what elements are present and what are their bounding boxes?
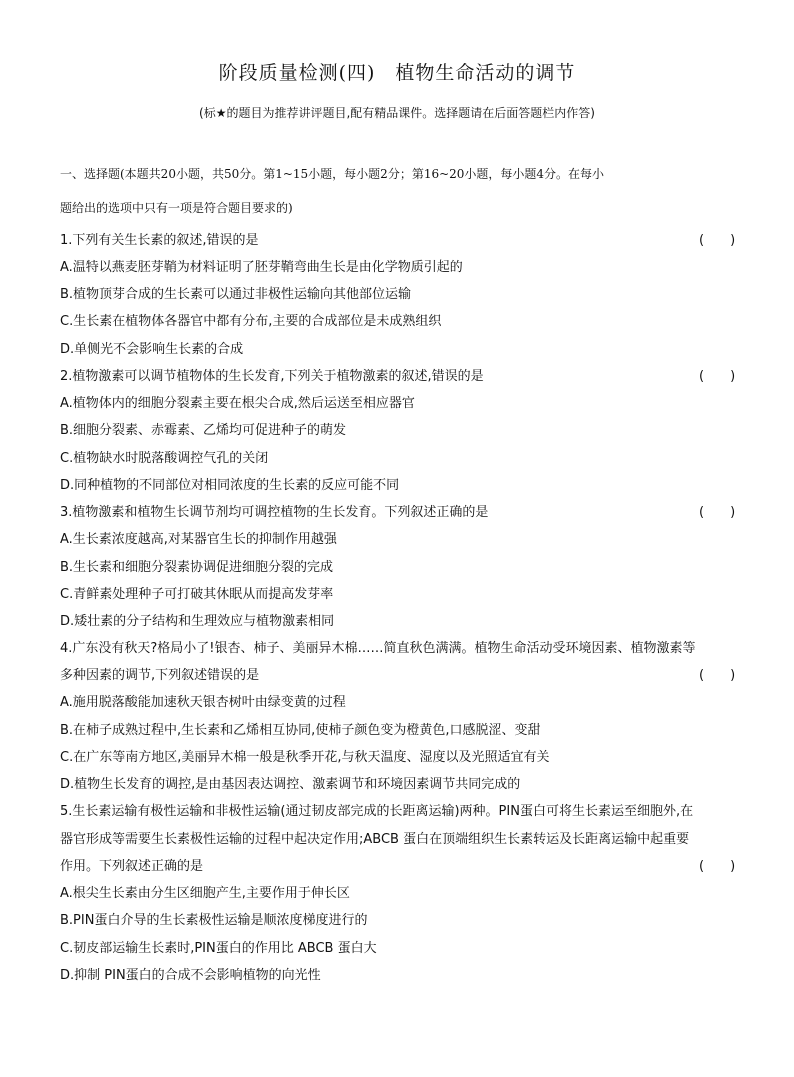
q2-option-c: C.植物缺水时脱落酸调控气孔的关闭	[60, 451, 269, 466]
page-subtitle: (标★的题目为推荐讲评题目,配有精品课件。选择题请在后面答题栏内作答)	[199, 106, 595, 120]
q1-option-a: A.温特以燕麦胚芽鞘为材料证明了胚芽鞘弯曲生长是由化学物质引起的	[60, 260, 463, 275]
q2-option-b: B.细胞分裂素、赤霉素、乙烯均可促进种子的萌发	[60, 423, 347, 438]
q1-stem: 1.下列有关生长素的叙述,错误的是	[60, 233, 259, 248]
q2-option-d: D.同种植物的不同部位对相同浓度的生长素的反应可能不同	[60, 478, 400, 493]
q4-option-b: B.在柿子成熟过程中,生长素和乙烯相互协同,使柿子颜色变为橙黄色,口感脱涩、变甜	[60, 723, 541, 738]
q4-stem-line-2: 多种因素的调节,下列叙述错误的是	[60, 668, 260, 683]
q3-stem: 3.植物激素和植物生长调节剂均可调控植物的生长发育。下列叙述正确的是	[60, 505, 489, 520]
page-title: 阶段质量检测(四) 植物生命活动的调节	[218, 62, 576, 84]
q5-stem-line-1: 5.生长素运输有极性运输和非极性运输(通过韧皮部完成的长距离运输)两种。PIN蛋白可将生长素运至细胞外,在	[60, 804, 694, 819]
q5-option-d: D.抑制 PIN蛋白的合成不会影响植物的向光性	[60, 968, 321, 983]
q5-option-c: C.韧皮部运输生长素时,PIN蛋白的作用比 ABCB 蛋白大	[60, 941, 377, 956]
q1-option-c: C.生长素在植物体各器官中都有分布,主要的合成部位是未成熟组织	[60, 314, 442, 329]
q4-option-d: D.植物生长发育的调控,是由基因表达调控、激素调节和环境因素调节共同完成的	[60, 777, 521, 792]
q3-option-c: C.青鲜素处理种子可打破其休眠从而提高发芽率	[60, 587, 334, 602]
q2-answer-paren: ( )	[699, 369, 736, 384]
q5-option-a: A.根尖生长素由分生区细胞产生,主要作用于伸长区	[60, 886, 350, 901]
q2-stem: 2.植物激素可以调节植物体的生长发育,下列关于植物激素的叙述,错误的是	[60, 369, 484, 384]
q4-stem-line-1: 4.广东没有秋天?格局小了!银杏、柿子、美丽异木棉……简直秋色满满。植物生命活动受环境因素、植物激素等	[60, 641, 696, 656]
q1-option-b: B.植物顶芽合成的生长素可以通过非极性运输向其他部位运输	[60, 287, 412, 302]
q5-option-b: B.PIN蛋白介导的生长素极性运输是顺浓度梯度进行的	[60, 913, 368, 928]
q1-option-d: D.单侧光不会影响生长素的合成	[60, 342, 244, 357]
q5-answer-paren: ( )	[699, 859, 736, 874]
q4-answer-paren: ( )	[699, 668, 736, 683]
q2-option-a: A.植物体内的细胞分裂素主要在根尖合成,然后运送至相应器官	[60, 396, 415, 411]
q5-stem-line-2: 器官形成等需要生长素极性运输的过程中起决定作用;ABCB 蛋白在顶端组织生长素转运及长距离运输中起重要	[60, 832, 690, 847]
q1-answer-paren: ( )	[699, 233, 736, 248]
section-line-1: 一、选择题(本题共20小题，共50分。第1~15小题，每小题2分；第16~20小题，每小题4分。在每小	[60, 167, 605, 181]
q3-option-d: D.矮壮素的分子结构和生理效应与植物激素相同	[60, 614, 335, 629]
q3-option-a: A.生长素浓度越高,对某器官生长的抑制作用越强	[60, 532, 337, 547]
q4-option-a: A.施用脱落酸能加速秋天银杏树叶由绿变黄的过程	[60, 695, 346, 710]
section-line-2: 题给出的选项中只有一项是符合题目要求的)	[60, 201, 293, 215]
q4-option-c: C.在广东等南方地区,美丽异木棉一般是秋季开花,与秋天温度、湿度以及光照适宜有关	[60, 750, 550, 765]
q5-stem-line-3: 作用。下列叙述正确的是	[60, 859, 204, 874]
section-instructions	[60, 157, 740, 225]
q3-option-b: B.生长素和细胞分裂素协调促进细胞分裂的完成	[60, 560, 334, 575]
q3-answer-paren: ( )	[699, 505, 736, 520]
